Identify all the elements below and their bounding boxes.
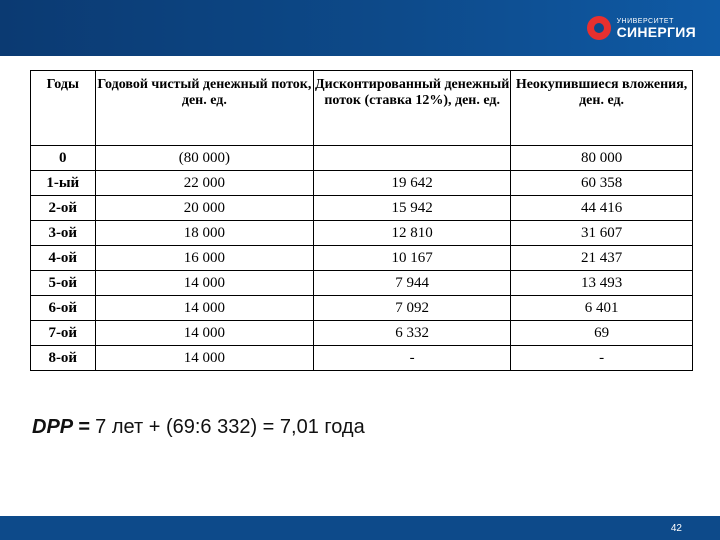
header-discounted-cash-flow: Дисконтированный денежный поток (ставка 12%), ден. ед. bbox=[314, 71, 511, 146]
page-number: 42 bbox=[670, 523, 682, 534]
table-cell: 6-ой bbox=[31, 296, 96, 321]
dpp-expression: 7 лет + (69:6 332) = 7,01 года bbox=[89, 416, 365, 438]
header-bar bbox=[0, 0, 720, 56]
table-cell: 1-ый bbox=[31, 171, 96, 196]
table-cell: 15 942 bbox=[314, 196, 511, 221]
dpp-table-container bbox=[30, 70, 693, 371]
table-cell: 14 000 bbox=[95, 321, 314, 346]
table-cell: 69 bbox=[511, 321, 693, 346]
table-body bbox=[31, 146, 693, 371]
table-cell: - bbox=[314, 346, 511, 371]
table-header-row bbox=[31, 71, 693, 146]
table-cell: 31 607 bbox=[511, 221, 693, 246]
table-cell: 22 000 bbox=[95, 171, 314, 196]
table-row bbox=[31, 171, 693, 196]
footer-bar bbox=[0, 516, 720, 540]
table-row bbox=[31, 321, 693, 346]
dpp-formula bbox=[32, 416, 365, 439]
table-cell: 12 810 bbox=[314, 221, 511, 246]
table-cell: 6 332 bbox=[314, 321, 511, 346]
table-cell: 13 493 bbox=[511, 271, 693, 296]
logo-text bbox=[617, 18, 696, 39]
table-cell: 7 944 bbox=[314, 271, 511, 296]
table-row bbox=[31, 146, 693, 171]
table-cell: 3-ой bbox=[31, 221, 96, 246]
table-cell: 18 000 bbox=[95, 221, 314, 246]
table-cell: 5-ой bbox=[31, 271, 96, 296]
logo-title: СИНЕРГИЯ bbox=[616, 23, 696, 40]
table-cell: (80 000) bbox=[95, 146, 314, 171]
table-row bbox=[31, 196, 693, 221]
table-cell: 7-ой bbox=[31, 321, 96, 346]
table-cell bbox=[314, 146, 511, 171]
header-years: Годы bbox=[31, 71, 96, 146]
table-cell: 14 000 bbox=[95, 296, 314, 321]
header-net-cash-flow: Годовой чистый денежный поток, ден. ед. bbox=[95, 71, 314, 146]
table-cell: 14 000 bbox=[95, 346, 314, 371]
table-cell: 19 642 bbox=[314, 171, 511, 196]
table-cell: 80 000 bbox=[511, 146, 693, 171]
table-row bbox=[31, 271, 693, 296]
table-row bbox=[31, 296, 693, 321]
table-cell: 44 416 bbox=[511, 196, 693, 221]
dpp-table bbox=[30, 70, 693, 371]
table-cell: 60 358 bbox=[511, 171, 693, 196]
dpp-label: DPP = bbox=[32, 416, 90, 438]
table-cell: 20 000 bbox=[95, 196, 314, 221]
table-row bbox=[31, 346, 693, 371]
table-cell: 16 000 bbox=[95, 246, 314, 271]
table-cell: 6 401 bbox=[511, 296, 693, 321]
synergy-logo-icon bbox=[587, 16, 611, 40]
table-cell: - bbox=[511, 346, 693, 371]
table-cell: 8-ой bbox=[31, 346, 96, 371]
table-cell: 4-ой bbox=[31, 246, 96, 271]
table-cell: 2-ой bbox=[31, 196, 96, 221]
table-cell: 7 092 bbox=[314, 296, 511, 321]
table-row bbox=[31, 246, 693, 271]
table-row bbox=[31, 221, 693, 246]
table-cell: 0 bbox=[31, 146, 96, 171]
table-cell: 21 437 bbox=[511, 246, 693, 271]
table-cell: 14 000 bbox=[95, 271, 314, 296]
header-unrecovered-investment: Неокупившиеся вложения, ден. ед. bbox=[511, 71, 693, 146]
table-cell: 10 167 bbox=[314, 246, 511, 271]
synergy-logo bbox=[587, 12, 696, 44]
logo-subtitle: УНИВЕРСИТЕТ bbox=[616, 17, 674, 25]
